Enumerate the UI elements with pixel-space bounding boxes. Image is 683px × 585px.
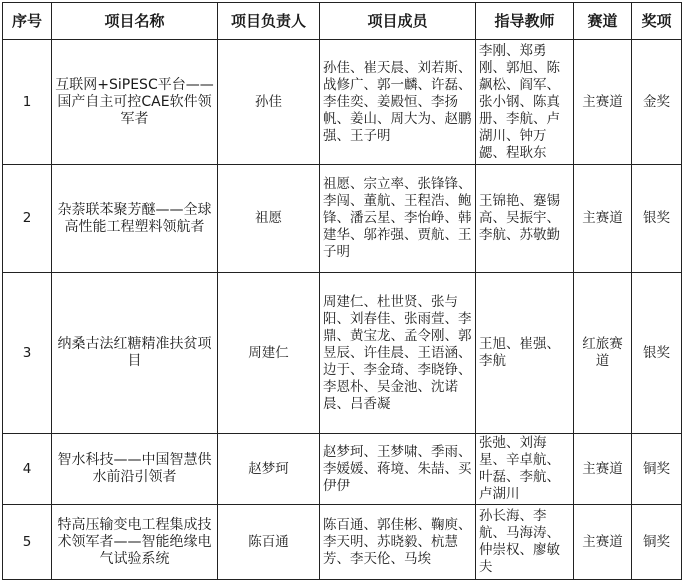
table-row	[3, 434, 682, 505]
row-project-name: 特高压输变电工程集成技术领军者——智能绝缘电气试验系统	[52, 505, 218, 580]
row-award: 银奖	[632, 273, 682, 434]
row-project-name: 杂萘联苯聚芳醚——全球高性能工程塑料领航者	[52, 165, 218, 273]
header-row	[3, 3, 682, 40]
awards-table	[2, 2, 682, 580]
table-row	[3, 273, 682, 434]
row-leader: 赵梦珂	[218, 434, 320, 505]
row-leader: 孙佳	[218, 40, 320, 165]
row-leader: 祖愿	[218, 165, 320, 273]
row-teachers: 孙长海、李航、马海涛、仲崇权、廖敏夫	[476, 505, 574, 580]
row-teachers: 李刚、郑勇刚、郭旭、陈飙松、阎军、张小钢、陈真册、李航、卢湖川、钟万勰、程耿东	[476, 40, 574, 165]
row-no: 1	[3, 40, 52, 165]
row-track: 主赛道	[574, 434, 632, 505]
table-row	[3, 40, 682, 165]
table-row	[3, 505, 682, 580]
row-award: 银奖	[632, 165, 682, 273]
row-members: 赵梦珂、王梦啸、季雨、李媛媛、蒋境、朱喆、买伊伊	[320, 434, 476, 505]
header-no: 序号	[3, 3, 52, 40]
header-track: 赛道	[574, 3, 632, 40]
row-award: 铜奖	[632, 505, 682, 580]
row-teachers: 王旭、崔强、李航	[476, 273, 574, 434]
table-row	[3, 165, 682, 273]
row-members: 陈百通、郭佳彬、鞠庾、李天明、苏晓毅、杭慧芳、李天伦、马埃	[320, 505, 476, 580]
header-members: 项目成员	[320, 3, 476, 40]
row-leader: 周建仁	[218, 273, 320, 434]
row-teachers: 王锦艳、蹇锡高、吴振宇、李航、苏敬勤	[476, 165, 574, 273]
row-track: 红旅赛道	[574, 273, 632, 434]
row-members: 孙佳、崔天晨、刘若斯、战修广、郭一麟、许磊、李佳奕、姜殿恒、李扬帆、姜山、周大为、赵鹏强、王子明	[320, 40, 476, 165]
row-no: 5	[3, 505, 52, 580]
row-award: 铜奖	[632, 434, 682, 505]
row-members: 祖愿、宗立率、张锋锋、李闯、董航、王程浩、鲍锋、潘云星、李怡峥、韩建华、邬祚强、贾航、王子明	[320, 165, 476, 273]
row-project-name: 纳桑古法红糖精准扶贫项目	[52, 273, 218, 434]
row-leader: 陈百通	[218, 505, 320, 580]
row-award: 金奖	[632, 40, 682, 165]
header-leader: 项目负责人	[218, 3, 320, 40]
row-no: 3	[3, 273, 52, 434]
row-track: 主赛道	[574, 40, 632, 165]
row-no: 4	[3, 434, 52, 505]
header-teachers: 指导教师	[476, 3, 574, 40]
row-project-name: 智水科技——中国智慧供水前沿引领者	[52, 434, 218, 505]
header-award: 奖项	[632, 3, 682, 40]
row-no: 2	[3, 165, 52, 273]
row-teachers: 张弛、刘海星、辛卓航、叶磊、李航、卢湖川	[476, 434, 574, 505]
row-project-name: 互联网+SiPESC平台——国产自主可控CAE软件领军者	[52, 40, 218, 165]
row-members: 周建仁、杜世贤、张与阳、刘春佳、张雨萱、李鼎、黄宝龙、孟令刚、郭昱辰、许佳晨、王语涵、边于、李金琦、李晓铮、李恩朴、吴金池、沈诺晨、吕香凝	[320, 273, 476, 434]
row-track: 主赛道	[574, 505, 632, 580]
row-track: 主赛道	[574, 165, 632, 273]
header-project-name: 项目名称	[52, 3, 218, 40]
